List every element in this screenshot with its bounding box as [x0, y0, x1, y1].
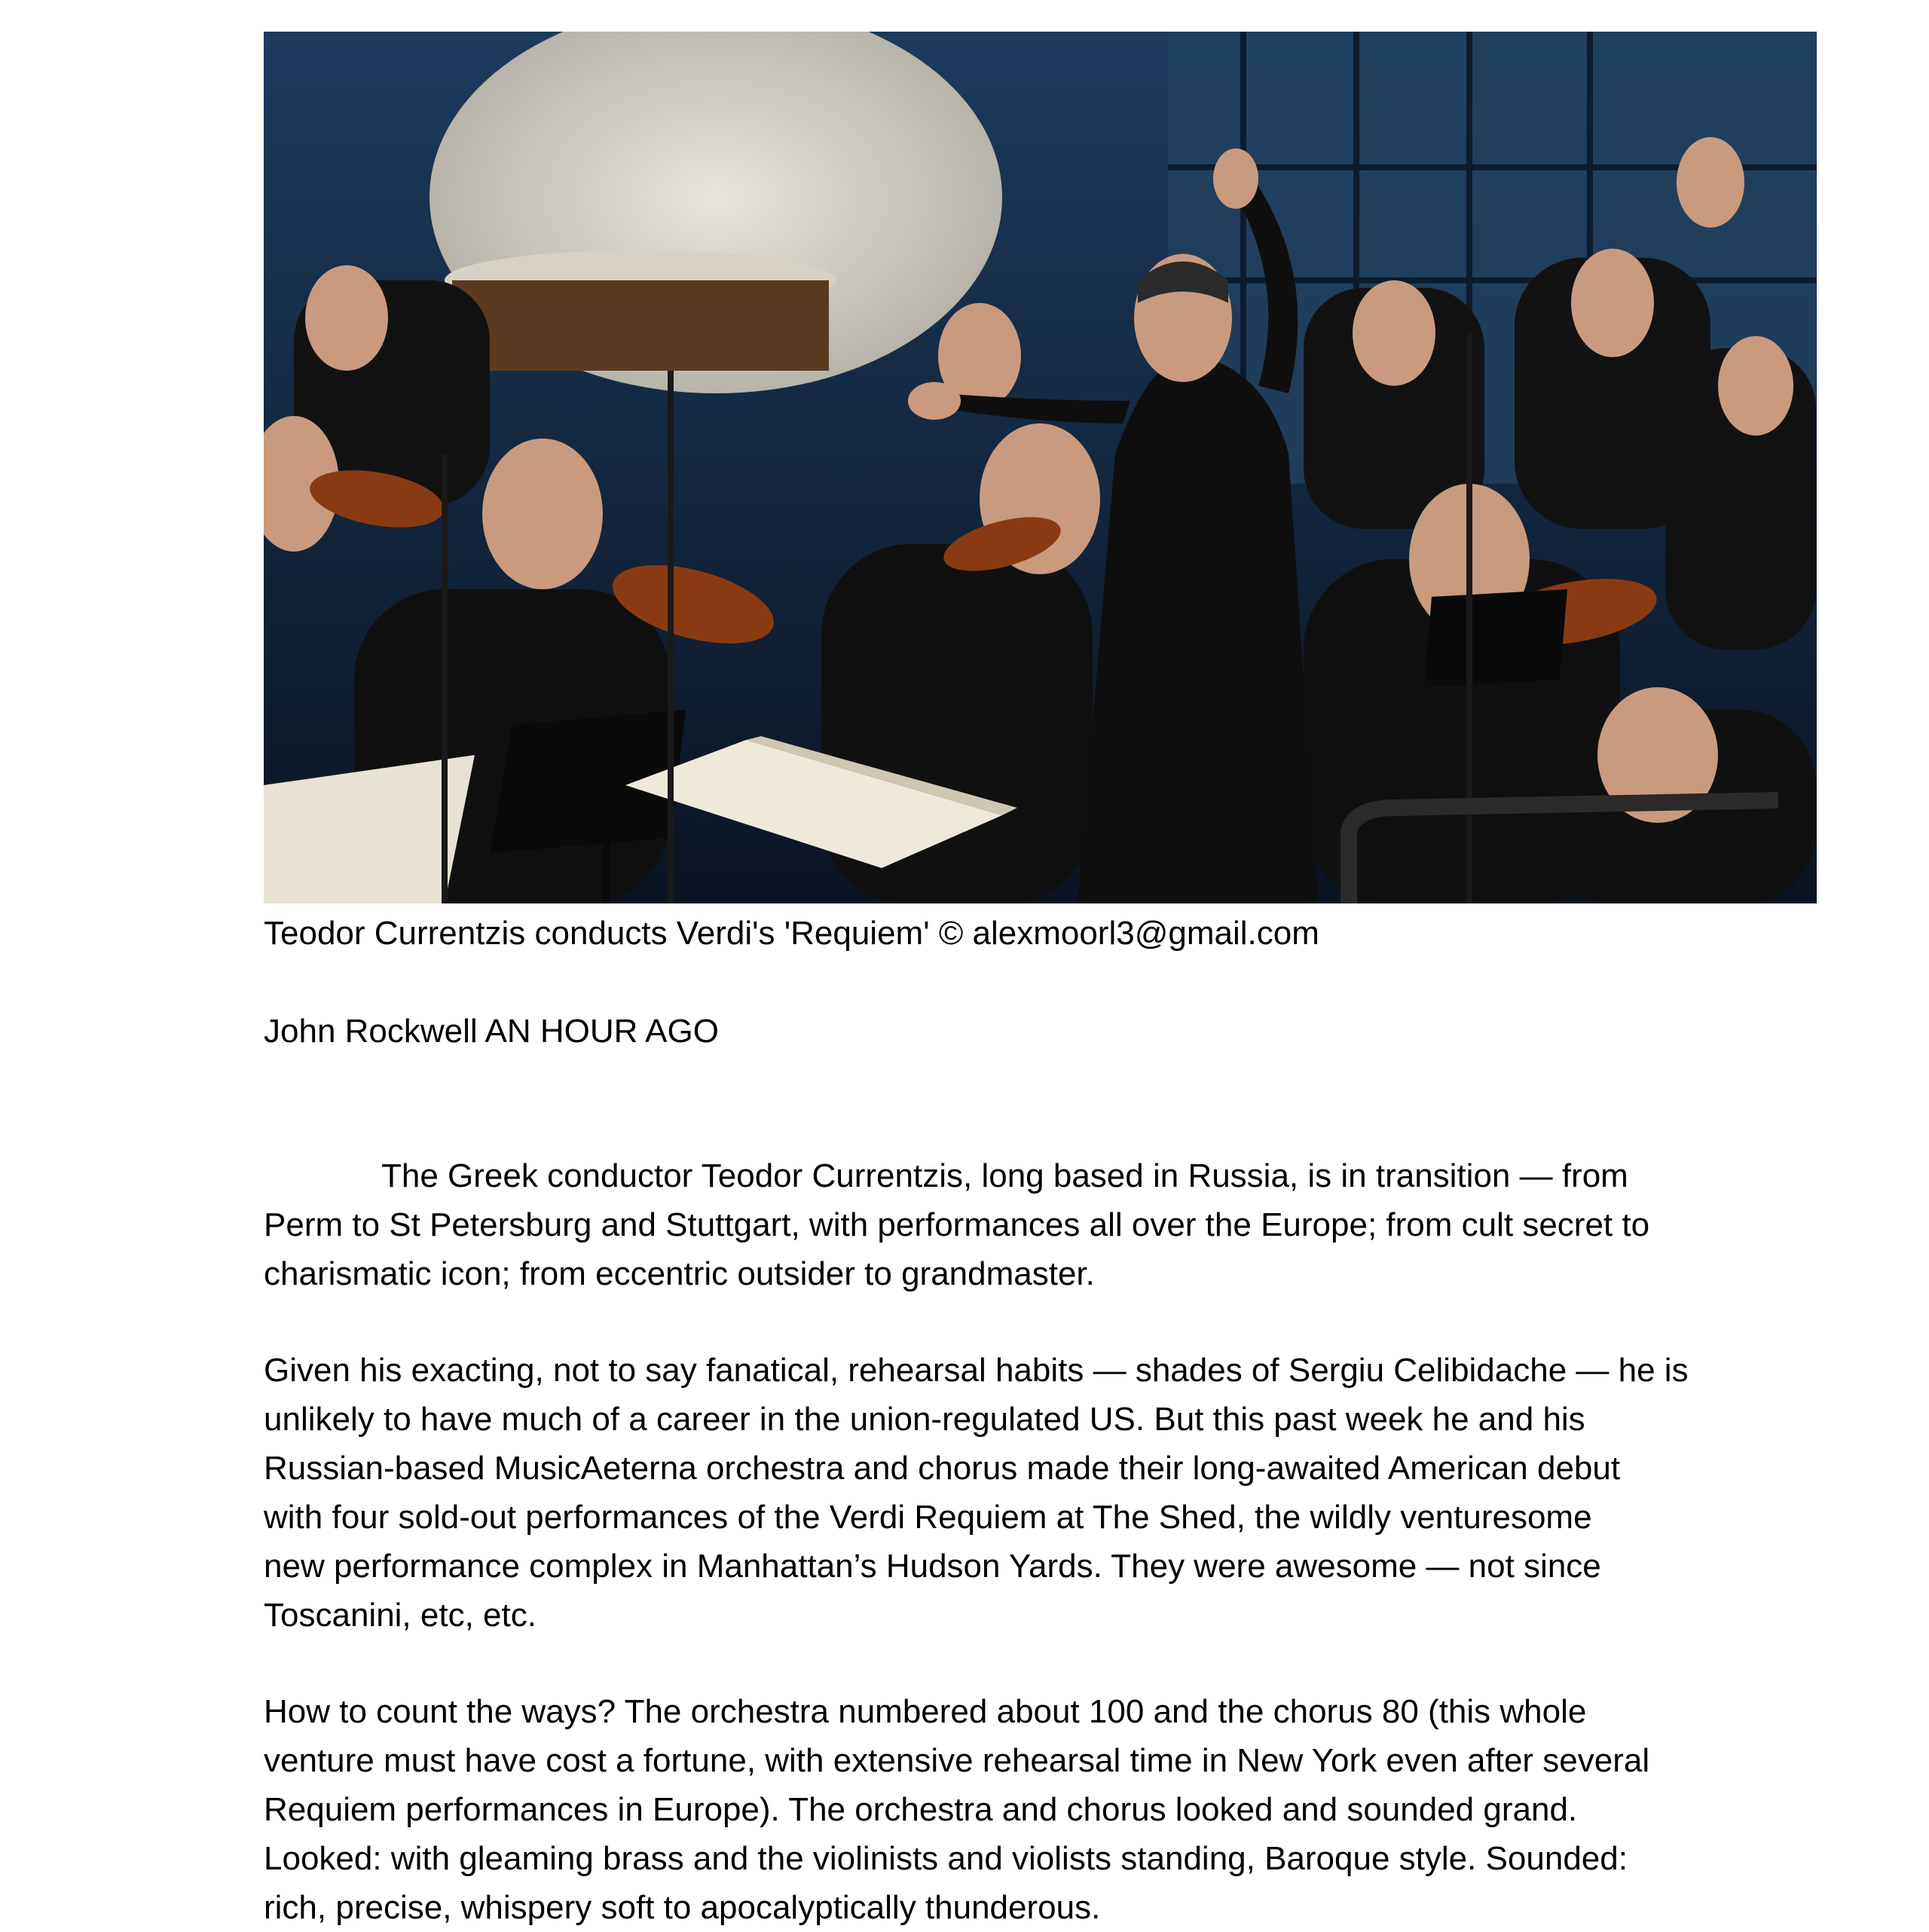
paragraph-line: charismatic icon; from eccentric outsider to grandmaster. — [264, 1255, 1095, 1292]
paragraph-line: new performance complex in Manhattan’s Hudson Yards. They were awesome — not since — [264, 1548, 1601, 1585]
orchestra-photo — [264, 32, 1817, 903]
orchestra-photo-illustration — [264, 32, 1817, 903]
paragraph-line: rich, precise, whispery soft to apocalyptically thunderous. — [264, 1889, 1101, 1926]
paragraph-line: The Greek conductor Teodor Currentzis, long based in Russia, is in transition — from — [381, 1157, 1628, 1194]
paragraph-line: unlikely to have much of a career in the union-regulated US. But this past week he and his — [264, 1401, 1585, 1438]
byline: John Rockwell AN HOUR AGO — [264, 1013, 719, 1050]
article-paragraph-1 — [264, 1151, 1831, 1298]
photo-caption: Teodor Currentzis conducts Verdi's 'Requiem' © alexmoorl3@gmail.com — [264, 915, 1319, 952]
paragraph-line: Perm to St Petersburg and Stuttgart, with performances all over the Europe; from cult secret to — [264, 1206, 1650, 1243]
paragraph-line: Looked: with gleaming brass and the violinists and violists standing, Baroque style. Sounded: — [264, 1840, 1628, 1877]
article-paragraph-2 — [264, 1346, 1831, 1640]
paragraph-line: venture must have cost a fortune, with extensive rehearsal time in New York even after several — [264, 1742, 1650, 1779]
paragraph-line: Given his exacting, not to say fanatical, rehearsal habits — shades of Sergiu Celibidache — he is — [264, 1352, 1689, 1389]
paragraph-line: Russian-based MusicAeterna orchestra and chorus made their long-awaited American debut — [264, 1450, 1621, 1487]
paragraph-line: Requiem performances in Europe). The orchestra and chorus looked and sounded grand. — [264, 1791, 1578, 1828]
paragraph-line: with four sold-out performances of the Verdi Requiem at The Shed, the wildly venturesome — [264, 1499, 1592, 1536]
paragraph-line: Toscanini, etc, etc. — [264, 1597, 537, 1634]
article-paragraph-3 — [264, 1687, 1831, 1932]
paragraph-line: How to count the ways? The orchestra numbered about 100 and the chorus 80 (this whole — [264, 1693, 1587, 1730]
